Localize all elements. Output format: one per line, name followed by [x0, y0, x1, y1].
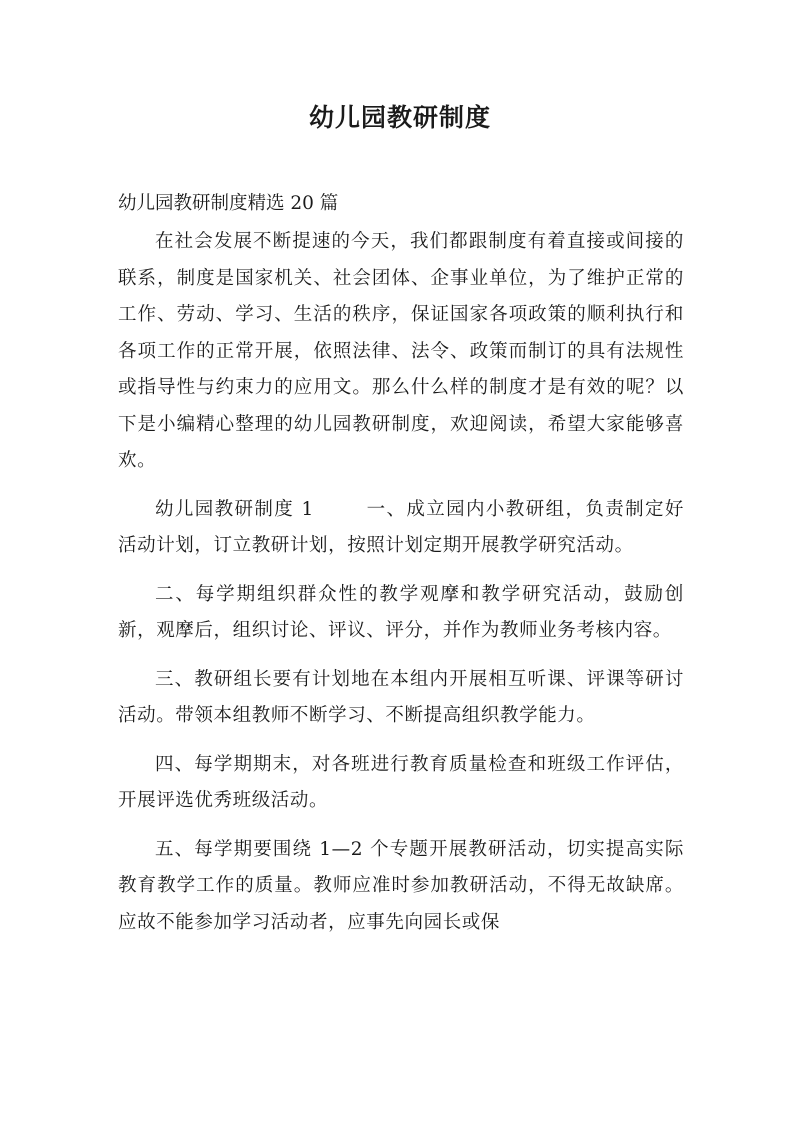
item-1: 一、成立园内小教研组，负责制定好活动计划，订立教研计划，按照计划定期开展教学研究活动。 [118, 498, 684, 556]
section-1-paragraph [118, 492, 684, 565]
item-2-paragraph: 二、每学期组织群众性的教学观摩和教学研究活动，鼓励创新，观摩后，组织讨论、评议、评分，并作为教师业务考核内容。 [118, 583, 684, 641]
intro-paragraph: 在社会发展不断提速的今天，我们都跟制度有着直接或间接的联系，制度是国家机关、社会团体、企事业单位，为了维护正常的工作、劳动、学习、生活的秩序，保证国家各项政策的顺利执行和各项工作的正常开展，依照法律、法令、政策而制订的具有法规性或指导性与约束力的应用文。那么什么样的制度才是有效的呢？以下是小编精心整理的幼儿园教研制度，欢迎阅读，希望大家能够喜欢。 [118, 231, 684, 471]
document-title: 幼儿园教研制度 [308, 103, 491, 132]
document-body [118, 224, 684, 953]
document-subtitle: 幼儿园教研制度精选 20 篇 [118, 193, 339, 214]
item-3-paragraph: 三、教研组长要有计划地在本组内开展相互听课、评课等研讨活动。带领本组教师不断学习、不断提高组织教学能力。 [118, 668, 684, 726]
section-heading: 幼儿园教研制度 1 [155, 498, 314, 520]
item-4-paragraph: 四、每学期期末，对各班进行教育质量检查和班级工作评估，开展评选优秀班级活动。 [118, 753, 684, 811]
item-5-paragraph: 五、每学期要围绕 1—2 个专题开展教研活动，切实提高实际教育教学工作的质量。教师应准时参加教研活动，不得无故缺席。应故不能参加学习活动者，应事先向园长或保 [118, 838, 684, 933]
